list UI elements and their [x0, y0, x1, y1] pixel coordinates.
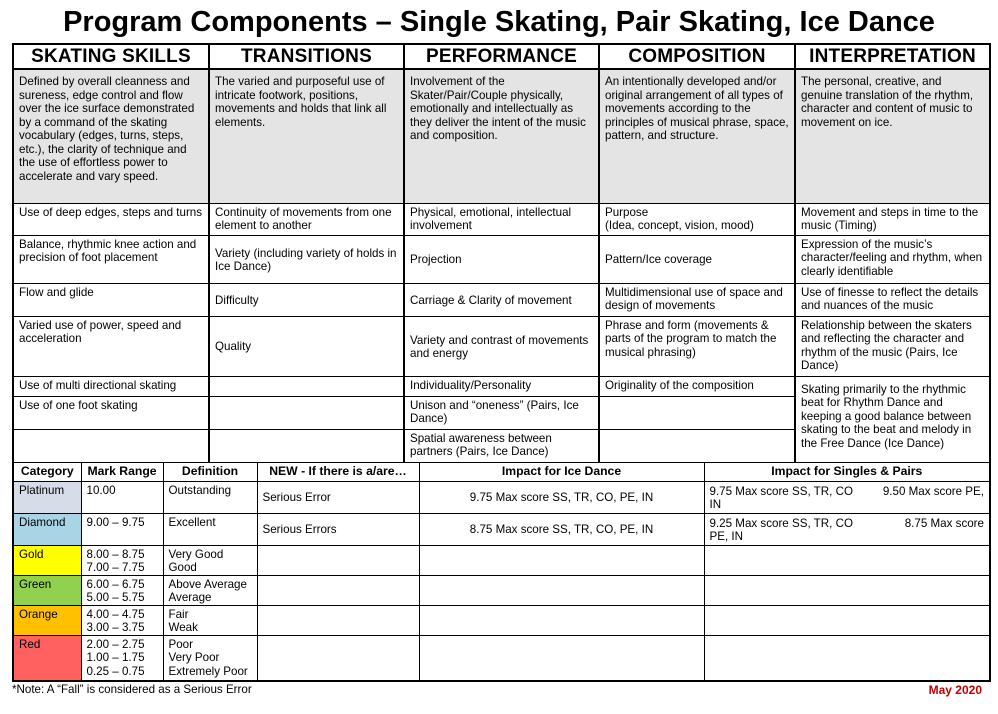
- scale-row-orange: [13, 605, 990, 635]
- criterion: Difficulty: [209, 283, 404, 316]
- criterion-empty: [209, 396, 404, 429]
- criterion: Unison and “oneness” (Pairs, Ice Dance): [404, 396, 599, 429]
- empty-cell: [257, 635, 419, 681]
- definition: [163, 635, 257, 681]
- definition-skating-skills: Defined by overall cleanness and sureness, edge control and flow over the ice surface demonstrated by a command of the skating vocabulary (edges, turns, steps, etc.), the clarity of technique and the use of effortless power to accelerate and vary speed.: [13, 69, 209, 203]
- mark-range: [81, 605, 163, 635]
- definition: [163, 575, 257, 605]
- criterion: Physical, emotional, intellectual involvement: [404, 203, 599, 235]
- criterion: Phrase and form (movements & parts of the program to match the musical phrasing): [599, 316, 795, 376]
- criterion: Individuality/Personality: [404, 376, 599, 396]
- empty-cell: [704, 635, 990, 681]
- error-label: Serious Errors: [257, 513, 419, 545]
- criterion: Movement and steps in time to the music (Timing): [795, 203, 990, 235]
- impact-text: 9.50 Max score PE,: [882, 484, 984, 498]
- criterion: [599, 203, 795, 235]
- criteria-row: [13, 376, 990, 396]
- scale-row-platinum: [13, 481, 990, 513]
- definition-transitions: The varied and purposeful use of intricate footwork, positions, movements and holds that link all elements.: [209, 69, 404, 203]
- definition: [163, 545, 257, 575]
- range-line: 0.25 – 0.75: [86, 664, 145, 678]
- col-transitions: TRANSITIONS: [209, 44, 404, 69]
- criterion: Projection: [404, 235, 599, 283]
- error-label: Serious Error: [257, 481, 419, 513]
- definition-composition: An intentionally developed and/or original arrangement of all types of movements according to the principles of musical phrase, space, pattern, and structure.: [599, 69, 795, 203]
- definitions-row: [13, 69, 990, 203]
- category-diamond: Diamond: [13, 513, 81, 545]
- category-green: Green: [13, 575, 81, 605]
- definition-interpretation: The personal, creative, and genuine translation of the rhythm, character and content of music to movement on ice.: [795, 69, 990, 203]
- criterion-empty: [209, 376, 404, 396]
- mark-range: 9.00 – 9.75: [81, 513, 163, 545]
- range-line: 8.00 – 8.75: [86, 547, 145, 561]
- criteria-row: [13, 283, 990, 316]
- mark-range: [81, 545, 163, 575]
- col-skating-skills: SKATING SKILLS: [13, 44, 209, 69]
- components-header-row: [13, 44, 990, 69]
- empty-cell: [257, 575, 419, 605]
- col-composition: COMPOSITION: [599, 44, 795, 69]
- criterion: Variety (including variety of holds in Ice Dance): [209, 235, 404, 283]
- empty-cell: [257, 545, 419, 575]
- empty-cell: [419, 635, 704, 681]
- definition-performance: Involvement of the Skater/Pair/Couple physically, emotionally and intellectually as they deliver the intent of the music and composition.: [404, 69, 599, 203]
- category-gold: Gold: [13, 545, 81, 575]
- mark-range: 10.00: [81, 481, 163, 513]
- definition-line: Average: [168, 591, 212, 604]
- impact-text: 9.25 Max score SS, TR, CO: [709, 516, 853, 530]
- criterion: Relationship between the skaters and reflecting the character and rhythm of the music (Pairs, Ice Dance): [795, 316, 990, 376]
- header-impact-ice-dance: Impact for Ice Dance: [419, 463, 704, 481]
- category-platinum: Platinum: [13, 481, 81, 513]
- revision-date: May 2020: [928, 683, 982, 697]
- definition-line: Weak: [168, 621, 198, 634]
- impact-ice-dance: 9.75 Max score SS, TR, CO, PE, IN: [419, 481, 704, 513]
- mark-range: [81, 635, 163, 681]
- scale-row-green: [13, 575, 990, 605]
- criterion: Spatial awareness between partners (Pairs, Ice Dance): [404, 429, 599, 463]
- impact-singles-pairs: [704, 481, 990, 513]
- criterion-line: Purpose: [605, 205, 649, 219]
- col-performance: PERFORMANCE: [404, 44, 599, 69]
- empty-cell: [257, 605, 419, 635]
- scale-header-row: [13, 463, 990, 481]
- impact-text: 9.75 Max score SS, TR, CO: [709, 484, 853, 498]
- criterion: Quality: [209, 316, 404, 376]
- impact-text: IN: [709, 498, 722, 511]
- criteria-row: [13, 203, 990, 235]
- empty-cell: [419, 605, 704, 635]
- range-line: 7.00 – 7.75: [86, 561, 145, 574]
- range-line: 3.00 – 3.75: [86, 621, 145, 634]
- range-line: 5.00 – 5.75: [86, 591, 145, 604]
- definition-line: Above Average: [168, 577, 247, 591]
- components-table: [12, 43, 991, 464]
- mark-range: [81, 575, 163, 605]
- criterion-line: (Idea, concept, vision, mood): [605, 219, 754, 232]
- header-new: NEW - If there is a/are…: [257, 463, 419, 481]
- criteria-row: [13, 235, 990, 283]
- definition: Outstanding: [163, 481, 257, 513]
- definition-line: Extremely Poor: [168, 664, 248, 678]
- criterion-empty: [209, 429, 404, 463]
- range-line: 2.00 – 2.75: [86, 637, 145, 651]
- definition-line: Fair: [168, 607, 189, 621]
- criterion: Multidimensional use of space and design of movements: [599, 283, 795, 316]
- criterion: Originality of the composition: [599, 376, 795, 396]
- criterion: Continuity of movements from one element to another: [209, 203, 404, 235]
- criterion: Use of finesse to reflect the details and nuances of the music: [795, 283, 990, 316]
- page-title: Program Components – Single Skating, Pair Skating, Ice Dance: [63, 6, 935, 38]
- impact-singles-pairs: [704, 513, 990, 545]
- definition-line: Good: [168, 561, 197, 574]
- criterion: Pattern/Ice coverage: [599, 235, 795, 283]
- category-orange: Orange: [13, 605, 81, 635]
- definition: Excellent: [163, 513, 257, 545]
- criterion: Variety and contrast of movements and energy: [404, 316, 599, 376]
- criterion: Use of deep edges, steps and turns: [13, 203, 209, 235]
- impact-text: PE, IN: [709, 530, 744, 543]
- header-mark-range: Mark Range: [81, 463, 163, 481]
- empty-cell: [419, 575, 704, 605]
- empty-cell: [704, 545, 990, 575]
- header-definition: Definition: [163, 463, 257, 481]
- empty-cell: [419, 545, 704, 575]
- range-line: 1.00 – 1.75: [86, 651, 145, 664]
- scale-row-gold: [13, 545, 990, 575]
- impact-text: 8.75 Max score: [904, 516, 984, 530]
- footnote: *Note: A “Fall” is considered as a Serious Error: [12, 683, 252, 696]
- category-red: Red: [13, 635, 81, 681]
- criterion: Flow and glide: [13, 283, 209, 316]
- criterion: Balance, rhythmic knee action and precision of foot placement: [13, 235, 209, 283]
- criterion-empty: [13, 429, 209, 463]
- criterion: Varied use of power, speed and acceleration: [13, 316, 209, 376]
- criterion: Expression of the music’s character/feeling and rhythm, when clearly identifiable: [795, 235, 990, 283]
- definition-line: Very Poor: [168, 651, 220, 664]
- col-interpretation: INTERPRETATION: [795, 44, 990, 69]
- scale-table: [12, 463, 991, 682]
- empty-cell: [704, 605, 990, 635]
- criteria-row: [13, 316, 990, 376]
- header-category: Category: [13, 463, 81, 481]
- scale-row-red: [13, 635, 990, 681]
- criterion: Use of multi directional skating: [13, 376, 209, 396]
- range-line: 6.00 – 6.75: [86, 577, 145, 591]
- criterion: Use of one foot skating: [13, 396, 209, 429]
- criterion-empty: [599, 396, 795, 429]
- impact-ice-dance: 8.75 Max score SS, TR, CO, PE, IN: [419, 513, 704, 545]
- definition: [163, 605, 257, 635]
- empty-cell: [704, 575, 990, 605]
- header-impact-singles-pairs: Impact for Singles & Pairs: [704, 463, 990, 481]
- criterion-empty: [599, 429, 795, 463]
- definition-line: Very Good: [168, 547, 224, 561]
- definition-line: Poor: [168, 637, 193, 651]
- scale-row-diamond: [13, 513, 990, 545]
- range-line: 4.00 – 4.75: [86, 607, 145, 621]
- criterion: Carriage & Clarity of movement: [404, 283, 599, 316]
- criterion: Skating primarily to the rhythmic beat for Rhythm Dance and keeping a good balance between skating to the beat and melody in the Free Dance (Ice Dance): [795, 376, 990, 463]
